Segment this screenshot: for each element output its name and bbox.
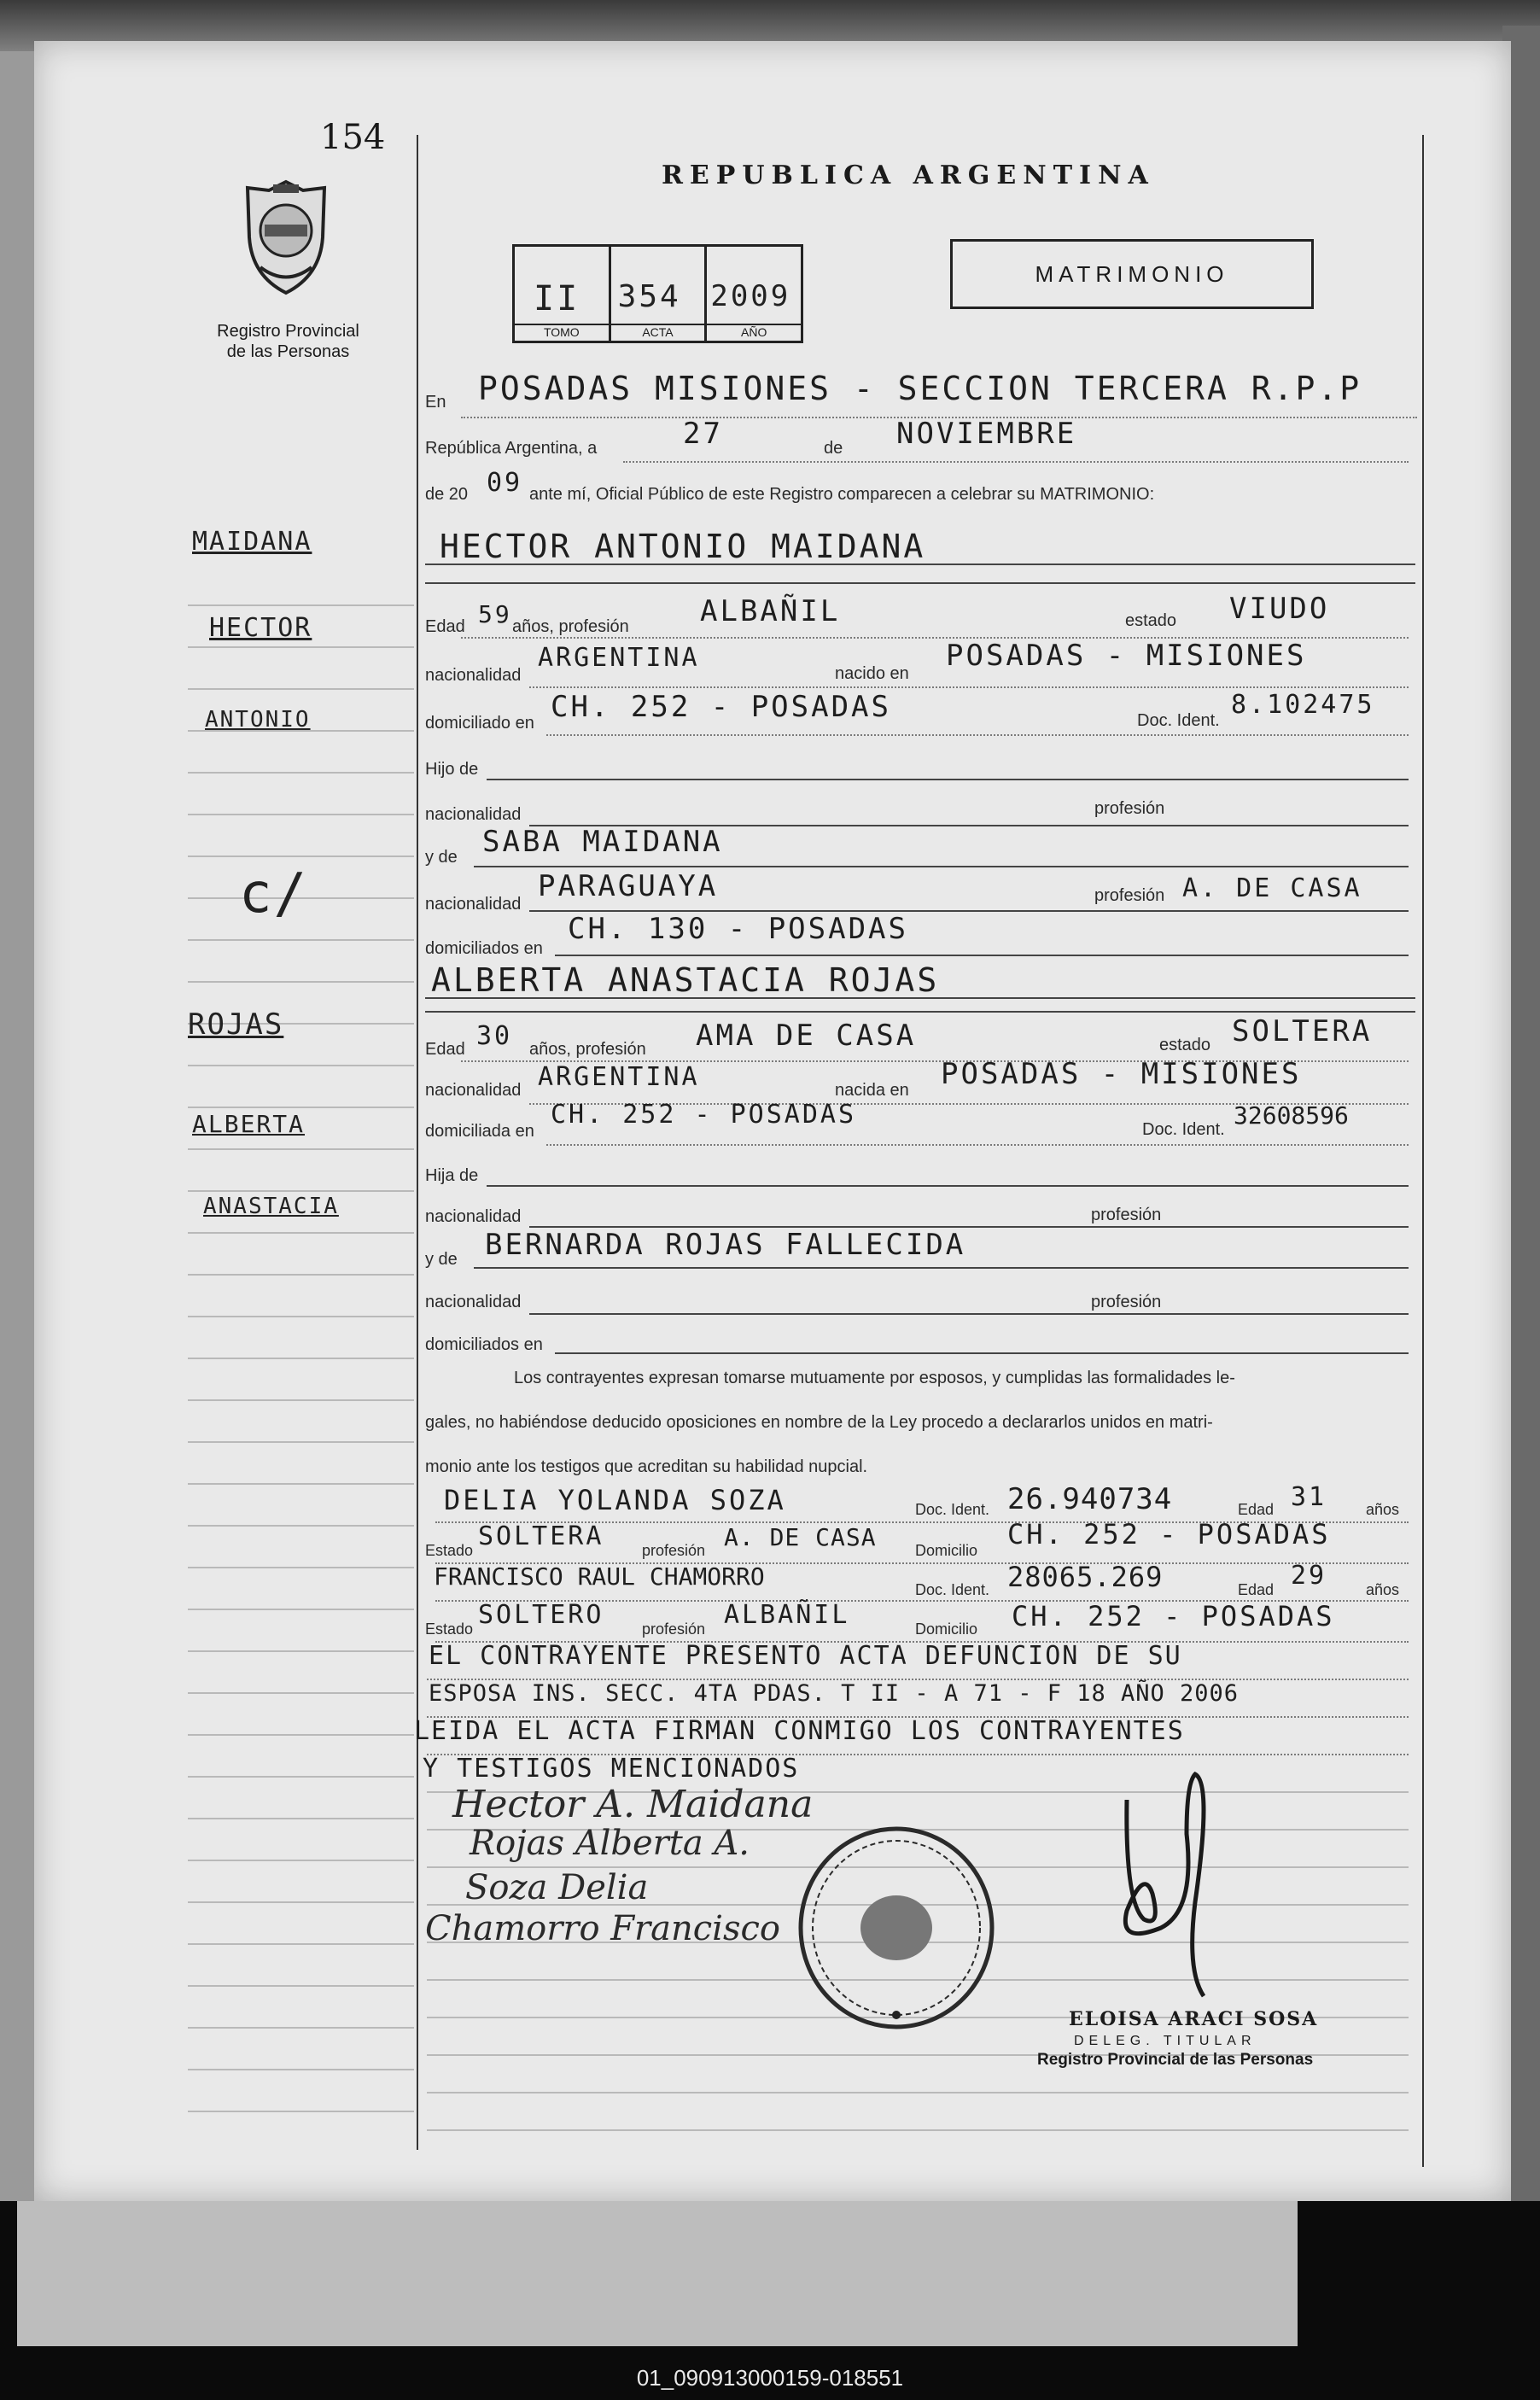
- witness-2-status: SOLTERO: [478, 1600, 604, 1630]
- bride-hija-label: Hija de: [425, 1166, 479, 1185]
- official-round-stamp-icon: [794, 1825, 999, 2030]
- witness-1-age: 31: [1291, 1482, 1327, 1512]
- margin-rule-line: [188, 1567, 414, 1568]
- official-office: Registro Provincial de las Personas: [1037, 2051, 1314, 2069]
- intro-ante-text: ante mí, Oficial Público de este Registro comparecen a celebrar su MATRIMONIO:: [529, 485, 1155, 504]
- groom-domiciliado-label: domiciliado en: [425, 714, 534, 733]
- groom-mother-profesion-label: profesión: [1094, 886, 1165, 905]
- witness-1-profession: A. DE CASA: [724, 1523, 877, 1551]
- note-line-2: ESPOSA INS. SECC. 4TA PDAS. T II - A 71 - F 18 AÑO 2006: [429, 1680, 1240, 1707]
- lower-paper-strip: [17, 2201, 1298, 2346]
- margin-name-5: ROJAS: [188, 1007, 284, 1042]
- bride-anos-profesion-label: años, profesión: [529, 1040, 646, 1059]
- margin-rule-line: [188, 604, 414, 606]
- groom-profession: ALBAÑIL: [700, 594, 841, 628]
- margin-rule-line: [188, 814, 414, 815]
- groom-mother: SABA MAIDANA: [482, 825, 723, 859]
- witness-1-profesion-label: profesión: [642, 1542, 706, 1559]
- groom-estado-label: estado: [1125, 611, 1177, 630]
- margin-rule-line: [188, 688, 414, 690]
- witness-2-age: 29: [1291, 1561, 1327, 1591]
- groom-mother-profession: A. DE CASA: [1182, 873, 1362, 903]
- margin-rule-line: [188, 2027, 414, 2029]
- margin-name-7: ANASTACIA: [203, 1194, 339, 1219]
- groom-father-nacionalidad-label: nacionalidad: [425, 805, 522, 824]
- witness-2-edad-label: Edad: [1238, 1581, 1275, 1598]
- bride-nacionalidad-label: nacionalidad: [425, 1081, 522, 1100]
- signature-bride: Rojas Alberta A.: [470, 1824, 750, 1863]
- margin-rule-line: [188, 1316, 414, 1317]
- groom-civil-status: VIUDO: [1229, 592, 1330, 626]
- intro-year-suffix: 09: [487, 468, 523, 498]
- groom-address: CH. 252 - POSADAS: [551, 690, 891, 724]
- witness-2-address: CH. 252 - POSADAS: [1012, 1600, 1335, 1632]
- groom-mother-nacionalidad-label: nacionalidad: [425, 895, 522, 914]
- margin-rule-line: [188, 1776, 414, 1778]
- witness-2-anos-label: años: [1366, 1581, 1400, 1598]
- margin-rule-line: [188, 1692, 414, 1694]
- margin-rule-line: [188, 1818, 414, 1819]
- groom-age: 59: [478, 600, 512, 628]
- right-border-line: [1422, 135, 1424, 2167]
- margin-name-2: HECTOR: [209, 613, 312, 643]
- margin-name-6: ALBERTA: [192, 1110, 306, 1138]
- bride-age: 30: [476, 1021, 513, 1051]
- witness-2-profession: ALBAÑIL: [724, 1600, 850, 1630]
- groom-yde-label: y de: [425, 848, 458, 867]
- registry-seal-icon: [239, 178, 333, 297]
- bride-edad-label: Edad: [425, 1040, 465, 1059]
- ano-label: AÑO: [707, 324, 801, 339]
- witness-2-doc-label: Doc. Ident.: [915, 1581, 990, 1598]
- bride-nationality: ARGENTINA: [538, 1062, 700, 1092]
- bride-profession: AMA DE CASA: [696, 1019, 917, 1053]
- acta-value: 354: [617, 279, 681, 314]
- groom-hijo-label: Hijo de: [425, 760, 479, 779]
- margin-rule-line: [188, 646, 414, 648]
- bride-mother: BERNARDA ROJAS FALLECIDA: [485, 1228, 966, 1262]
- margin-rule-line: [188, 1190, 414, 1192]
- intro-de-label: de: [824, 439, 843, 458]
- en-label: En: [425, 393, 446, 412]
- intro-year-prefix: de 20: [425, 485, 469, 504]
- margin-rule-line: [188, 1525, 414, 1527]
- groom-mother-nationality: PARAGUAYA: [538, 869, 719, 903]
- intro-day: 27: [683, 417, 723, 451]
- margin-rule-line: [188, 2111, 414, 2112]
- republic-header: REPUBLICA ARGENTINA: [662, 161, 1155, 190]
- body-rule-line: [427, 2129, 1409, 2131]
- witness-1-domicilio-label: Domicilio: [915, 1542, 978, 1559]
- margin-rule-line: [188, 855, 414, 857]
- margin-rule-line: [188, 1107, 414, 1108]
- margin-rule-line: [188, 1650, 414, 1652]
- registry-name-line1: Registro Provincial: [217, 322, 359, 341]
- declaration-line3: monio ante los testigos que acreditan su habilidad nupcial.: [425, 1457, 868, 1476]
- tomo-label: TOMO: [515, 324, 609, 339]
- margin-rule-line: [188, 1860, 414, 1861]
- margin-rule-line: [188, 1232, 414, 1234]
- groom-doc: 8.102475: [1231, 690, 1375, 720]
- witness-1-name: DELIA YOLANDA SOZA: [444, 1484, 786, 1516]
- bride-doc: 32608596: [1234, 1101, 1349, 1130]
- groom-doc-label: Doc. Ident.: [1137, 711, 1220, 730]
- bride-mother-nacionalidad-label: nacionalidad: [425, 1293, 522, 1311]
- bride-estado-label: estado: [1159, 1036, 1211, 1054]
- record-type-box: [950, 239, 1314, 309]
- bride-yde-label: y de: [425, 1250, 458, 1269]
- margin-rule-line: [188, 772, 414, 774]
- margin-rule-line: [188, 1358, 414, 1359]
- tomo-cell: [515, 247, 611, 341]
- record-number-box: [512, 244, 803, 343]
- groom-parents-domicilio-label: domiciliados en: [425, 939, 543, 958]
- groom-edad-label: Edad: [425, 617, 465, 636]
- witness-2-name: FRANCISCO RAUL CHAMORRO: [434, 1562, 765, 1591]
- republica-label: República Argentina, a: [425, 439, 598, 458]
- bride-mother-profesion-label: profesión: [1091, 1293, 1162, 1311]
- witness-1-estado-label: Estado: [425, 1542, 474, 1559]
- bride-nacida-label: nacida en: [835, 1081, 909, 1100]
- note-line-1: EL CONTRAYENTE PRESENTO ACTA DEFUNCION DE SU: [429, 1641, 1182, 1671]
- witness-2-profesion-label: profesión: [642, 1620, 706, 1638]
- ano-cell: [707, 247, 801, 341]
- margin-name-4: c/: [239, 862, 309, 926]
- groom-father-profesion-label: profesión: [1094, 799, 1165, 818]
- groom-birthplace: POSADAS - MISIONES: [946, 639, 1307, 673]
- groom-nationality: ARGENTINA: [538, 643, 700, 673]
- bride-civil-status: SOLTERA: [1232, 1014, 1373, 1048]
- record-type: MATRIMONIO: [1035, 260, 1229, 287]
- intro-place: POSADAS MISIONES - SECCION TERCERA R.P.P: [478, 370, 1362, 407]
- intro-month: NOVIEMBRE: [896, 417, 1077, 451]
- witness-1-edad-label: Edad: [1238, 1501, 1275, 1518]
- witness-2-doc: 28065.269: [1007, 1561, 1164, 1593]
- signature-witness-1: Soza Delia: [465, 1868, 649, 1907]
- margin-rule-line: [188, 1734, 414, 1736]
- page-edge-left: [0, 51, 34, 2203]
- declaration-line2: gales, no habiéndose deducido oposiciones en nombre de la Ley procedo a declararlos unidos en matri-: [425, 1413, 1213, 1432]
- acta-label: ACTA: [611, 324, 705, 339]
- witness-2-estado-label: Estado: [425, 1620, 474, 1638]
- page-number: 154: [320, 118, 386, 157]
- margin-rule-line: [188, 939, 414, 941]
- bride-parents-domicilio-label: domiciliados en: [425, 1335, 543, 1354]
- witness-1-doc-label: Doc. Ident.: [915, 1501, 990, 1518]
- margin-rule-line: [188, 1441, 414, 1443]
- official-title: DELEG. TITULAR: [1074, 2034, 1257, 2048]
- margin-rule-line: [188, 1985, 414, 1987]
- note-line-3: LEIDA EL ACTA FIRMAN CONMIGO LOS CONTRAYENTES: [414, 1716, 1185, 1746]
- margin-rule-line: [188, 1274, 414, 1276]
- ano-value: 2009: [710, 279, 791, 313]
- margin-rule-line: [188, 1399, 414, 1401]
- signature-groom: Hector A. Maidana: [452, 1783, 814, 1826]
- groom-anos-profesion-label: años, profesión: [512, 617, 629, 636]
- official-signature-icon: [1093, 1749, 1246, 2005]
- body-rule-line: [427, 2092, 1409, 2093]
- witness-1-anos-label: años: [1366, 1501, 1400, 1518]
- footer-code: 01_090913000159-018551: [636, 2365, 904, 2391]
- bride-father-nacionalidad-label: nacionalidad: [425, 1207, 522, 1226]
- margin-rule-line: [188, 1609, 414, 1610]
- witness-1-doc: 26.940734: [1007, 1482, 1173, 1516]
- groom-nacionalidad-label: nacionalidad: [425, 666, 522, 685]
- acta-cell: [611, 247, 708, 341]
- registry-name-line2: de las Personas: [226, 342, 350, 361]
- bride-birthplace: POSADAS - MISIONES: [941, 1057, 1302, 1091]
- tomo-value: II: [534, 279, 580, 318]
- signature-witness-2: Chamorro Francisco: [425, 1909, 780, 1948]
- bride-full-name: ALBERTA ANASTACIA ROJAS: [431, 961, 940, 999]
- witness-2-domicilio-label: Domicilio: [915, 1620, 978, 1638]
- witness-1-address: CH. 252 - POSADAS: [1007, 1518, 1331, 1550]
- declaration-line1: Los contrayentes expresan tomarse mutuamente por esposos, y cumplidas las formalidades le-: [514, 1369, 1235, 1387]
- official-name: ELOISA ARACI SOSA: [1069, 2008, 1319, 2030]
- margin-rule-line: [188, 1901, 414, 1903]
- margin-rule-line: [188, 1483, 414, 1485]
- bride-address: CH. 252 - POSADAS: [551, 1100, 857, 1130]
- margin-rule-line: [188, 981, 414, 983]
- margin-rule-line: [188, 2069, 414, 2070]
- witness-1-status: SOLTERA: [478, 1521, 604, 1551]
- bride-doc-label: Doc. Ident.: [1142, 1120, 1225, 1139]
- margin-name-1: MAIDANA: [192, 527, 312, 557]
- groom-full-name: HECTOR ANTONIO MAIDANA: [440, 528, 926, 565]
- margin-name-3: ANTONIO: [205, 707, 311, 733]
- margin-rule-line: [188, 1065, 414, 1066]
- margin-rule-line: [188, 1943, 414, 1945]
- bride-father-profesion-label: profesión: [1091, 1206, 1162, 1224]
- registry-name: [205, 321, 371, 362]
- groom-parents-address: CH. 130 - POSADAS: [568, 912, 908, 946]
- bride-domiciliada-label: domiciliada en: [425, 1122, 534, 1141]
- margin-rule-line: [188, 1148, 414, 1150]
- note-line-4: Y TESTIGOS MENCIONADOS: [423, 1754, 800, 1784]
- groom-nacido-label: nacido en: [835, 664, 909, 683]
- margin-vertical-line: [417, 135, 418, 2150]
